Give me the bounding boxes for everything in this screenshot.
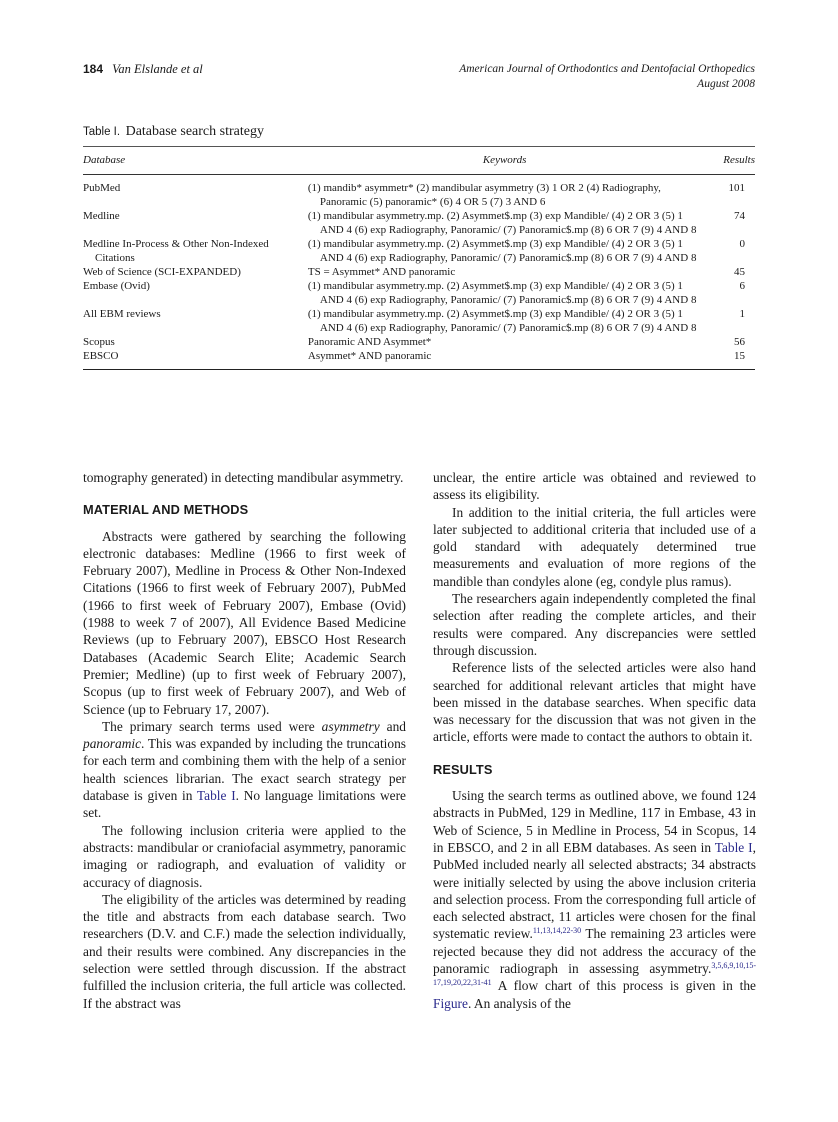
- term-panoramic: panoramic: [83, 736, 142, 752]
- cell-keywords: (1) mandib* asymmetr* (2) mandibular asymmetry (3) 1 OR 2 (4) Radiography, Panoramic (5) panoramic* (6) 4 OR 5 (7) 3 AND 6: [307, 182, 661, 208]
- paragraph-results: [433, 787, 756, 1012]
- header-results: Results: [701, 147, 755, 175]
- text-span: and: [379, 718, 406, 734]
- text-span: , PubMed included nearly all selected abstracts; 34 abstracts were initially selected by using the above inclusion criteria and selection process. From the corresponding full article of each selected abstract, 11 articles were chosen for the final systematic review.: [433, 839, 756, 942]
- cell-results: 15: [701, 349, 755, 370]
- cell-results: 101: [728, 182, 745, 194]
- paragraph-additional-criteria: In addition to the initial criteria, the full articles were later subjected to additional criteria that included use of a gold standard with adequately determined true measurements and evaluation of more regions of the mandible than condyles alone (eg, condyle plus ramus).: [433, 504, 756, 589]
- paragraph-reference-lists: Reference lists of the selected articles were also hand searched for additional relevant articles that might have been missed in the database searches. When specific data was necessary for the discussion that was not given in the article, efforts were made to contact the authors to obtain it.: [433, 660, 756, 745]
- text-span: The remaining 23 articles were rejected because they did not address the accuracy of the panoramic radiograph in assessing asymmetry.: [433, 926, 756, 977]
- page-number: 184: [83, 62, 104, 76]
- cell-keywords: Asymmet* AND panoramic: [307, 350, 432, 362]
- table-header-row: [83, 147, 755, 175]
- table-row: [83, 175, 755, 210]
- table-label: Table I.: [83, 126, 121, 138]
- cell-database: Scopus: [83, 336, 115, 348]
- cell-results: 0: [739, 238, 745, 250]
- table-title: Database search strategy: [125, 124, 264, 139]
- text-span: Using the search terms as outlined above, we found 124 abstracts in PubMed, 129 in Medline, 117 in Embase, 43 in Web of Science, 5 in Medline in Process, 54 in Scopus, 14 in EBSCO, and 2 in all EBM databases. As seen in: [433, 788, 756, 855]
- table-row: [83, 279, 755, 307]
- cell-keywords: TS = Asymmet* AND panoramic: [307, 266, 456, 278]
- cell-results: 74: [734, 210, 745, 222]
- journal-title: American Journal of Orthodontics and Dentofacial Orthopedics: [459, 63, 755, 75]
- cell-database: PubMed: [83, 182, 121, 194]
- table-i-link[interactable]: Table I: [714, 839, 753, 855]
- cell-database: EBSCO: [83, 350, 119, 362]
- text-span: . No language limitations were set.: [83, 788, 406, 821]
- running-head-left: [83, 62, 203, 77]
- table-row: [83, 349, 755, 370]
- cell-results: 56: [734, 336, 745, 348]
- table-search-strategy: [83, 124, 755, 370]
- paragraph-eligibility-tail: unclear, the entire article was obtained and reviewed to assess its eligibility.: [433, 470, 756, 503]
- cell-results: 6: [739, 280, 745, 292]
- cell-database: Web of Science (SCI-EXPANDED): [83, 266, 241, 278]
- cell-results: 45: [734, 266, 745, 278]
- text-span: A flow chart of this process is given in the: [491, 978, 756, 994]
- cell-keywords: (1) mandibular asymmetry.mp. (2) Asymmet$.mp (3) exp Mandible/ (4) 2 OR 3 (5) 1 AND 4 (6) exp Radiography, Panoramic/ (7) Panoramic$.mp (8) 6 OR 7 (9) 4 AND 8: [307, 308, 697, 334]
- text-span: . This was expanded by including the truncations for each term and combining them with the help of a senior health sciences librarian. The exact search strategy per database is given in: [83, 736, 406, 804]
- table-i-link[interactable]: Table I: [196, 788, 236, 804]
- figure-link[interactable]: Figure: [433, 995, 468, 1011]
- right-column: [433, 469, 756, 1012]
- header-database: Database: [83, 147, 308, 175]
- citation-superscript[interactable]: 11,13,14,22-30: [532, 926, 582, 936]
- cell-keywords: (1) mandibular asymmetry.mp. (2) Asymmet$.mp (3) exp Mandible/ (4) 2 OR 3 (5) 1 AND 4 (6) exp Radiography, Panoramic/ (7) Panoramic$.mp (8) 6 OR 7 (9) 4 AND 8: [307, 280, 697, 306]
- heading-material-methods: MATERIAL AND METHODS: [83, 502, 249, 518]
- cell-keywords: (1) mandibular asymmetry.mp. (2) Asymmet$.mp (3) exp Mandible/ (4) 2 OR 3 (5) 1 AND 4 (6) exp Radiography, Panoramic/ (7) Panoramic$.mp (8) 6 OR 7 (9) 4 AND 8: [307, 210, 697, 236]
- heading-results: RESULTS: [433, 761, 493, 777]
- paragraph-intro-tail: tomography generated) in detecting mandibular asymmetry.: [83, 470, 404, 485]
- citation-superscript[interactable]: 3,5,6,9,10,15-17,19,20,22,31-41: [433, 961, 756, 988]
- cell-database: All EBM reviews: [83, 308, 161, 320]
- paragraph-final-selection: The researchers again independently completed the final selection after reading the complete articles, and their results were compared. Any discrepancies were settled through discussion.: [433, 591, 756, 658]
- cell-database: Embase (Ovid): [83, 280, 150, 292]
- paragraph-databases: Abstracts were gathered by searching the following electronic databases: Medline (1966 to first week of February 2007), Medline in Process & Other Non-Indexed Citations (1966 to first week of February 2007), PubMed (1966 to first week of February 2007), Embase (Ovid) (1988 to week 7 of 2007), All Evidence Based Medicine Reviews (up to February 2007), EBSCO Host Research Databases (Academic Search Elite; Academic Search Premier; Medline) (up to first week of February 2007), Scopus (up to first week of February 2007), and Web of Science (up to February 17, 2007).: [83, 528, 406, 717]
- paragraph-inclusion-criteria: The following inclusion criteria were applied to the abstracts: mandibular or craniofacial asymmetry, panoramic imaging or radiograph, and evaluation of validity or accuracy of diagnosis.: [83, 822, 406, 890]
- table-caption: [83, 124, 755, 140]
- table-row: [83, 335, 755, 349]
- paragraph-eligibility: The eligibility of the articles was determined by reading the title and abstracts from each database search. Two researchers (D.V. and C.F.) made the selection individually, and their results were combined. Any discrepancies in the selection were settled through discussion. If the abstract fulfilled the inclusion criteria, the full article was collected. If the abstract was: [83, 891, 406, 1011]
- cell-database: Medline In-Process & Other Non-Indexed Citations: [83, 238, 269, 264]
- cell-keywords: (1) mandibular asymmetry.mp. (2) Asymmet$.mp (3) exp Mandible/ (4) 2 OR 3 (5) 1 AND 4 (6) exp Radiography, Panoramic/ (7) Panoramic$.mp (8) 6 OR 7 (9) 4 AND 8: [307, 238, 697, 264]
- search-strategy-table: [83, 146, 755, 370]
- cell-results: 1: [739, 308, 745, 320]
- cell-database: Medline: [83, 210, 120, 222]
- running-head-right: [459, 62, 755, 92]
- table-row: [83, 265, 755, 279]
- left-column: [83, 469, 406, 1012]
- term-asymmetry: asymmetry: [321, 718, 380, 734]
- header-keywords: Keywords: [308, 147, 702, 175]
- text-span: The primary search terms used were: [102, 718, 322, 734]
- cell-keywords: Panoramic AND Asymmet*: [307, 336, 432, 348]
- paragraph-search-terms: [83, 718, 406, 822]
- issue-date: August 2008: [697, 78, 755, 90]
- table-row: [83, 307, 755, 335]
- table-row: [83, 237, 755, 265]
- table-row: [83, 209, 755, 237]
- running-head-authors: Van Elslande et al: [112, 62, 203, 76]
- text-span: . An analysis of the: [467, 995, 571, 1011]
